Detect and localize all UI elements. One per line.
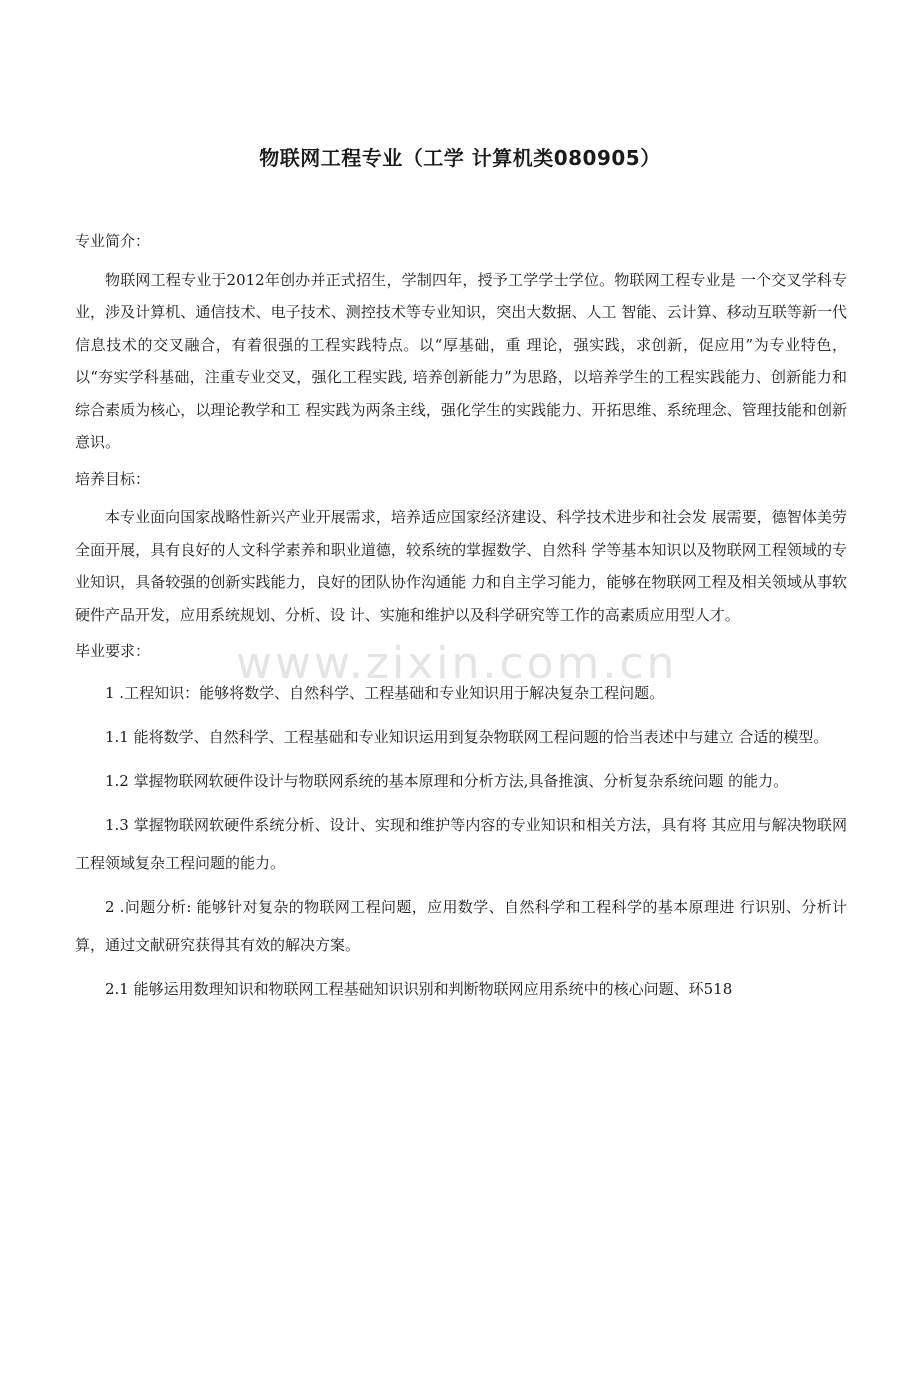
watermark: www.zixin.com.cn: [236, 638, 678, 689]
requirement-item: 1.1 能将数学、自然科学、工程基础和专业知识运用到复杂物联网工程问题的恰当表述中与建立 合适的模型。: [105, 727, 829, 746]
requirements-heading: 毕业要求：: [75, 642, 151, 660]
goal-heading: 培养目标：: [75, 469, 151, 488]
requirement-item: 1.2 掌握物联网软硬件设计与物联网系统的基本原理和分析方法,具备推演、分析复杂系统问题 的能力。: [105, 771, 789, 790]
document-body: [75, 225, 847, 1014]
requirement-item: 2 .问题分析: 能够针对复杂的物联网工程问题，应用数学、自然科学和工程科学的基本原理进 行识别、分析计算，通过文献研究获得其有效的解决方案。: [75, 897, 847, 954]
document-title: 物联网工程专业（工学 计算机类080905）: [259, 146, 661, 170]
requirement-item: 2.1 能够运用数理知识和物联网工程基础知识识别和判断物联网应用系统中的核心问题、环518: [105, 979, 733, 998]
intro-heading: 专业简介：: [75, 232, 151, 250]
requirement-item: 1 .工程知识：能够将数学、自然科学、工程基础和专业知识用于解决复杂工程问题。: [105, 683, 665, 702]
goal-paragraph: 本专业面向国家战略性新兴产业开展需求，培养适应国家经济建设、科学技术进步和社会发 展需要，德智体美劳全面开展，具有良好的人文科学素养和职业道德，较系统的掌握数学、自然科 学等基本知识以及物联网工程领域的专业知识，具备较强的创新实践能力，良好的团队协作沟通能 力和自主学习能力，能够在物联网工程及相关领域从事软硬件产品开发，应用系统规划、分析、设 计、实施和维护以及科学研究等工作的高素质应用型人才。: [75, 508, 847, 624]
requirement-item: 1.3 掌握物联网软硬件系统分析、设计、实现和维护等内容的专业知识和相关方法，具有将 其应用与解决物联网工程领域复杂工程问题的能力。: [75, 815, 847, 872]
intro-paragraph: 物联网工程专业于2012年创办并正式招生，学制四年，授予工学学士学位。物联网工程专业是 一个交叉学科专业，涉及计算机、通信技术、电子技术、测控技术等专业知识，突出大数据、人工 智能、云计算、移动互联等新一代信息技术的交叉融合，有着很强的工程实践特点。以“厚基础，重 理论，强实践，求创新，促应用”为专业特色，以“夯实学科基础，注重专业交叉，强化工程实践, 培养创新能力”为思路，以培养学生的工程实践能力、创新能力和综合素质为核心，以理论教学和工 程实践为两条主线，强化学生的实践能力、开拓思维、系统理念、管理技能和创新意识。: [75, 270, 847, 451]
